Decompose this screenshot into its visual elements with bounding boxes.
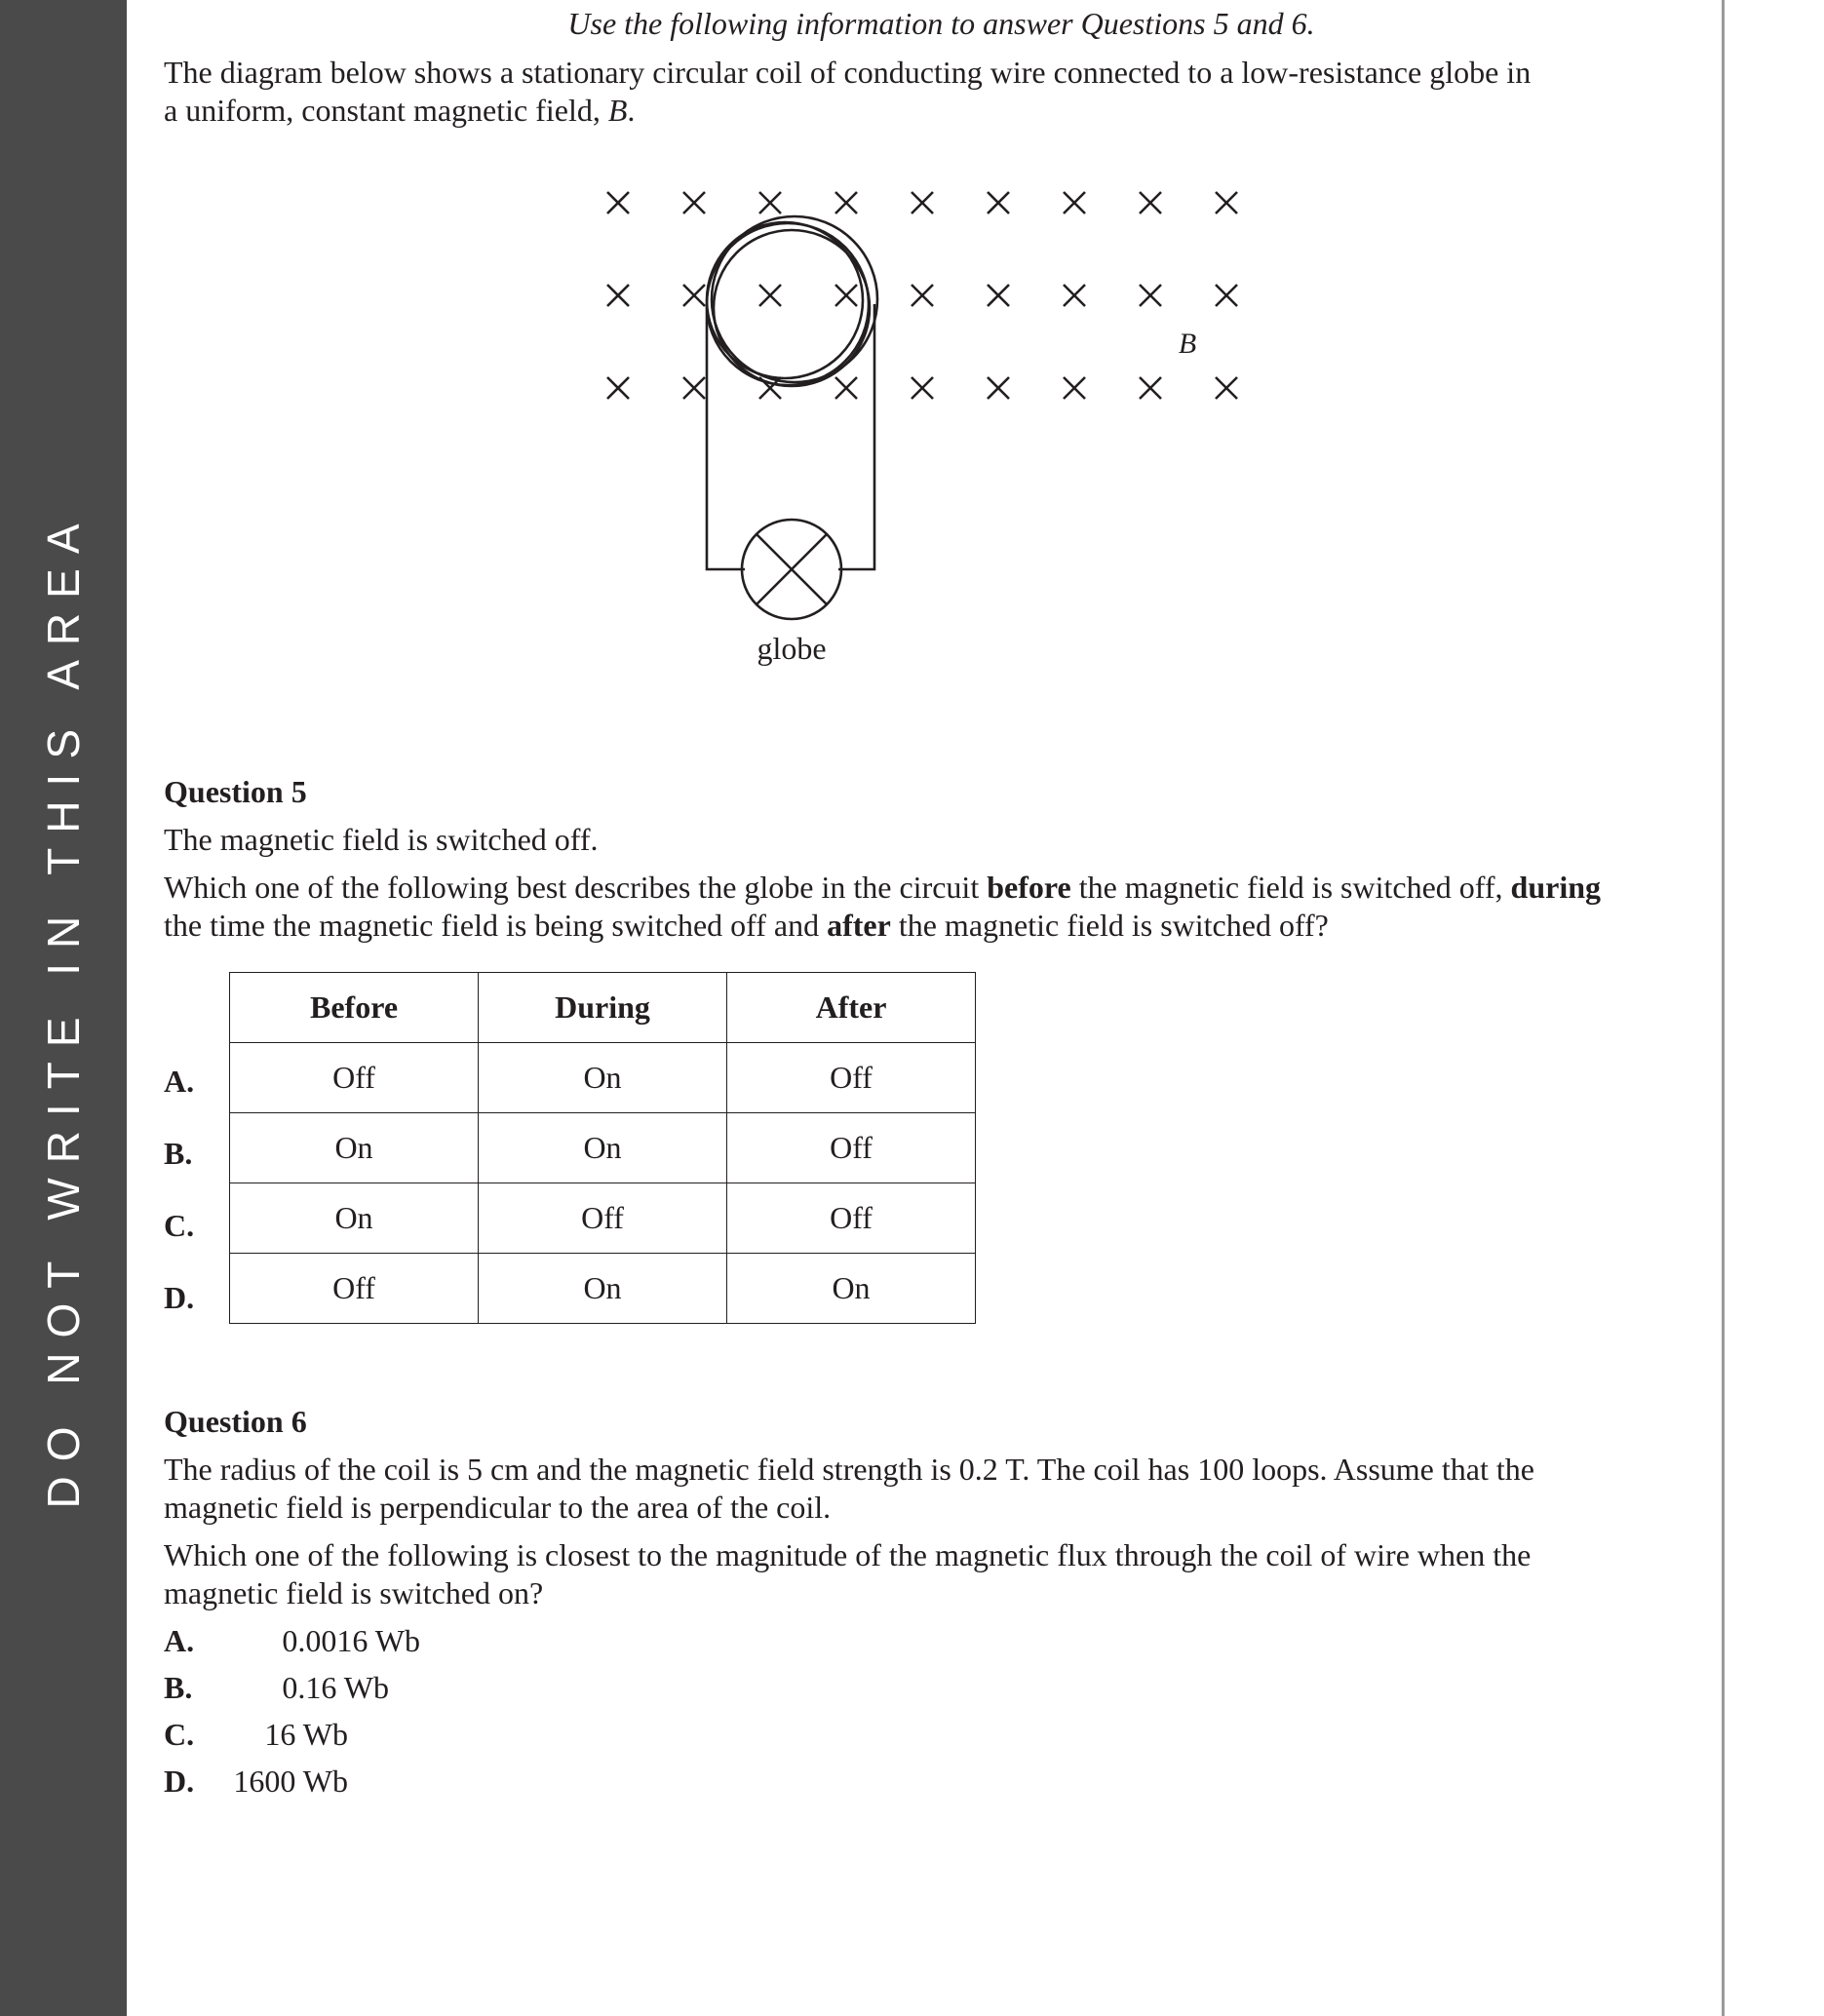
field-cross-mark — [835, 192, 857, 213]
option-c-letter[interactable]: C. — [164, 1208, 195, 1243]
header-during: During — [479, 973, 727, 1043]
question-6-line-1: The radius of the coil is 5 cm and the magnetic field strength is 0.2 T. The coil has 100 loops. Assume that the — [164, 1452, 1534, 1487]
do-not-write-notice: DO NOT WRITE IN THIS AREA — [38, 509, 89, 1509]
option-d-letter[interactable]: D. — [164, 1280, 195, 1315]
q6-option-d-value[interactable]: 1600 Wb — [233, 1764, 348, 1799]
field-cross-mark — [988, 285, 1009, 306]
field-cross-mark — [607, 192, 629, 213]
q5-line3-a: the time the magnetic field is being switched off and — [164, 908, 828, 943]
question-5-line-1: The magnetic field is switched off. — [164, 822, 599, 857]
field-cross-mark — [759, 192, 781, 213]
field-cross-mark — [1064, 192, 1085, 213]
option-b-before: On — [230, 1113, 479, 1183]
question-6-line-3: Which one of the following is closest to the magnitude of the magnetic flux through the coil of wire when the — [164, 1537, 1532, 1572]
header-before: Before — [230, 973, 479, 1043]
option-a-before: Off — [230, 1043, 479, 1113]
option-c-after: Off — [727, 1183, 976, 1254]
field-cross-mark — [835, 285, 857, 306]
option-b-during: On — [479, 1113, 727, 1183]
option-c-before: On — [230, 1183, 479, 1254]
q6-option-a-letter[interactable]: A. — [164, 1623, 195, 1658]
globe-label: globe — [757, 631, 827, 666]
table-row[interactable] — [230, 1183, 976, 1254]
question-5-line-2 — [164, 868, 1601, 907]
field-cross-mark — [988, 377, 1009, 399]
coil-loop-4 — [707, 223, 869, 385]
coil-field-diagram — [0, 0, 1824, 682]
q5-line3-c: the magnetic field is switched off? — [890, 908, 1329, 943]
option-d-after: On — [727, 1254, 976, 1324]
magnetic-field-marks — [607, 192, 1237, 399]
field-cross-mark — [1216, 285, 1237, 306]
question-6-line-2: magnetic field is perpendicular to the area of the coil. — [164, 1490, 832, 1525]
stimulus-line-2-text: a uniform, constant magnetic field, — [164, 93, 608, 128]
stimulus-line-1: The diagram below shows a stationary circular coil of conducting wire connected to a low-resistance globe in — [164, 55, 1532, 90]
question-6-line-4: magnetic field is switched on? — [164, 1575, 544, 1610]
table-row[interactable] — [230, 1254, 976, 1324]
field-cross-mark — [1140, 192, 1161, 213]
right-wire — [838, 304, 874, 569]
question-6-title: Question 6 — [164, 1404, 307, 1439]
table-header-row — [230, 973, 976, 1043]
field-label-b: B — [1178, 328, 1197, 360]
field-cross-mark — [607, 285, 629, 306]
option-a-letter[interactable]: A. — [164, 1064, 195, 1099]
q5-line2-c: the magnetic field is switched off, — [1070, 870, 1511, 905]
field-cross-mark — [835, 377, 857, 399]
table-row[interactable] — [230, 1043, 976, 1113]
question-5-options-table — [229, 972, 976, 1324]
shared-stimulus-intro: Use the following information to answer Questions 5 and 6. — [567, 6, 1315, 41]
option-b-after: Off — [727, 1113, 976, 1183]
table-row[interactable] — [230, 1113, 976, 1183]
q5-line2-a: Which one of the following best describes the globe in the circuit — [164, 870, 988, 905]
field-symbol-inline: B — [607, 93, 628, 128]
q6-option-d-letter[interactable]: D. — [164, 1764, 195, 1799]
field-cross-mark — [759, 285, 781, 306]
field-cross-mark — [1064, 377, 1085, 399]
field-cross-mark — [683, 192, 705, 213]
q6-option-c-letter[interactable]: C. — [164, 1717, 195, 1752]
field-cross-mark — [683, 377, 705, 399]
field-cross-mark — [912, 285, 933, 306]
field-cross-mark — [1140, 377, 1161, 399]
globe-symbol — [742, 520, 841, 619]
field-cross-mark — [988, 192, 1009, 213]
q6-option-b-value[interactable]: 0.16 Wb — [282, 1670, 389, 1705]
field-cross-mark — [912, 377, 933, 399]
q6-option-c-value[interactable]: 16 Wb — [264, 1717, 348, 1752]
option-c-during: Off — [479, 1183, 727, 1254]
field-cross-mark — [1140, 285, 1161, 306]
q5-before-emphasis: before — [987, 870, 1071, 905]
stimulus-line-2-end: . — [627, 93, 636, 128]
question-5-title: Question 5 — [164, 774, 307, 809]
field-cross-mark — [912, 192, 933, 213]
q5-after-emphasis: after — [827, 908, 891, 943]
q5-during-emphasis: during — [1510, 870, 1602, 905]
option-a-after: Off — [727, 1043, 976, 1113]
field-cross-mark — [683, 285, 705, 306]
field-cross-mark — [1216, 192, 1237, 213]
q6-option-a-value[interactable]: 0.0016 Wb — [282, 1623, 420, 1658]
option-a-during: On — [479, 1043, 727, 1113]
header-after: After — [727, 973, 976, 1043]
field-cross-mark — [1216, 377, 1237, 399]
question-5-line-3 — [164, 906, 1329, 945]
option-b-letter[interactable]: B. — [164, 1136, 193, 1171]
field-cross-mark — [607, 377, 629, 399]
option-d-before: Off — [230, 1254, 479, 1324]
q6-option-b-letter[interactable]: B. — [164, 1670, 193, 1705]
option-d-during: On — [479, 1254, 727, 1324]
field-cross-mark — [1064, 285, 1085, 306]
